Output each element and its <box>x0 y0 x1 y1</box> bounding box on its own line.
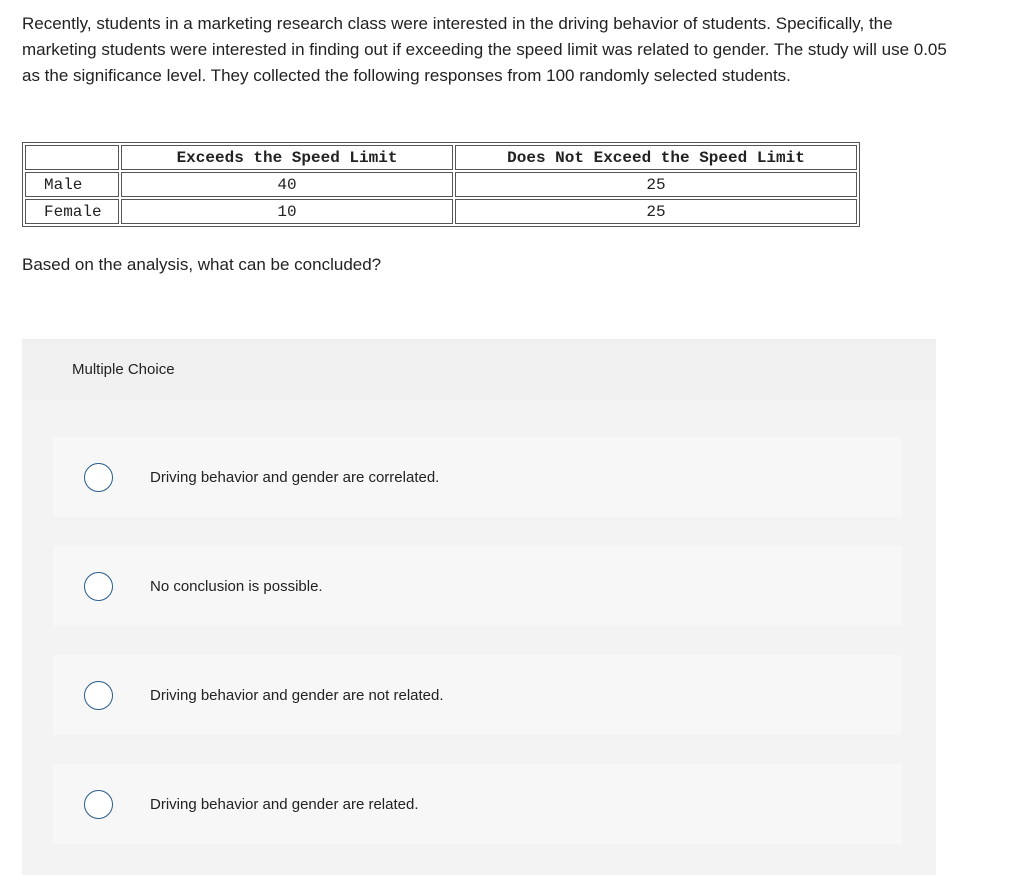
cell-male-not-exceeds: 25 <box>455 172 857 197</box>
cell-female-exceeds: 10 <box>121 199 453 224</box>
cell-female-not-exceeds: 25 <box>455 199 857 224</box>
answer-option-label: No conclusion is possible. <box>150 577 323 595</box>
answer-option-label: Driving behavior and gender are not related. <box>150 686 444 704</box>
cell-male-exceeds: 40 <box>121 172 453 197</box>
speed-gender-table <box>22 142 860 227</box>
table-row <box>25 172 857 197</box>
answer-option-3[interactable] <box>53 655 902 735</box>
multiple-choice-title: Multiple Choice <box>72 360 175 378</box>
question-prompt: Based on the analysis, what can be concluded? <box>22 255 382 274</box>
column-header-not-exceeds: Does Not Exceed the Speed Limit <box>455 145 857 170</box>
answer-option-label: Driving behavior and gender are correlated. <box>150 468 440 486</box>
column-header-exceeds: Exceeds the Speed Limit <box>121 145 453 170</box>
table-corner-cell <box>25 145 119 170</box>
answer-option-2[interactable] <box>53 546 902 626</box>
multiple-choice-header <box>22 339 936 399</box>
answer-option-label: Driving behavior and gender are related. <box>150 795 419 813</box>
row-label-female: Female <box>25 199 119 224</box>
row-label-male: Male <box>25 172 119 197</box>
table-header-row <box>25 145 857 170</box>
multiple-choice-panel <box>22 339 936 875</box>
answer-option-1[interactable] <box>53 437 902 517</box>
radio-button-icon[interactable] <box>84 790 113 819</box>
answer-option-4[interactable] <box>53 764 902 844</box>
radio-button-icon[interactable] <box>84 572 113 601</box>
radio-button-icon[interactable] <box>84 463 113 492</box>
question-text: Recently, students in a marketing research class were interested in the driving behavior of students. Specifically, the marketing students were interested in finding out if exceeding the speed limit was related to gender. The study will use 0.05 as the significance level. They collected the following responses from 100 randomly selected students. <box>22 14 947 85</box>
radio-button-icon[interactable] <box>84 681 113 710</box>
table-row <box>25 199 857 224</box>
